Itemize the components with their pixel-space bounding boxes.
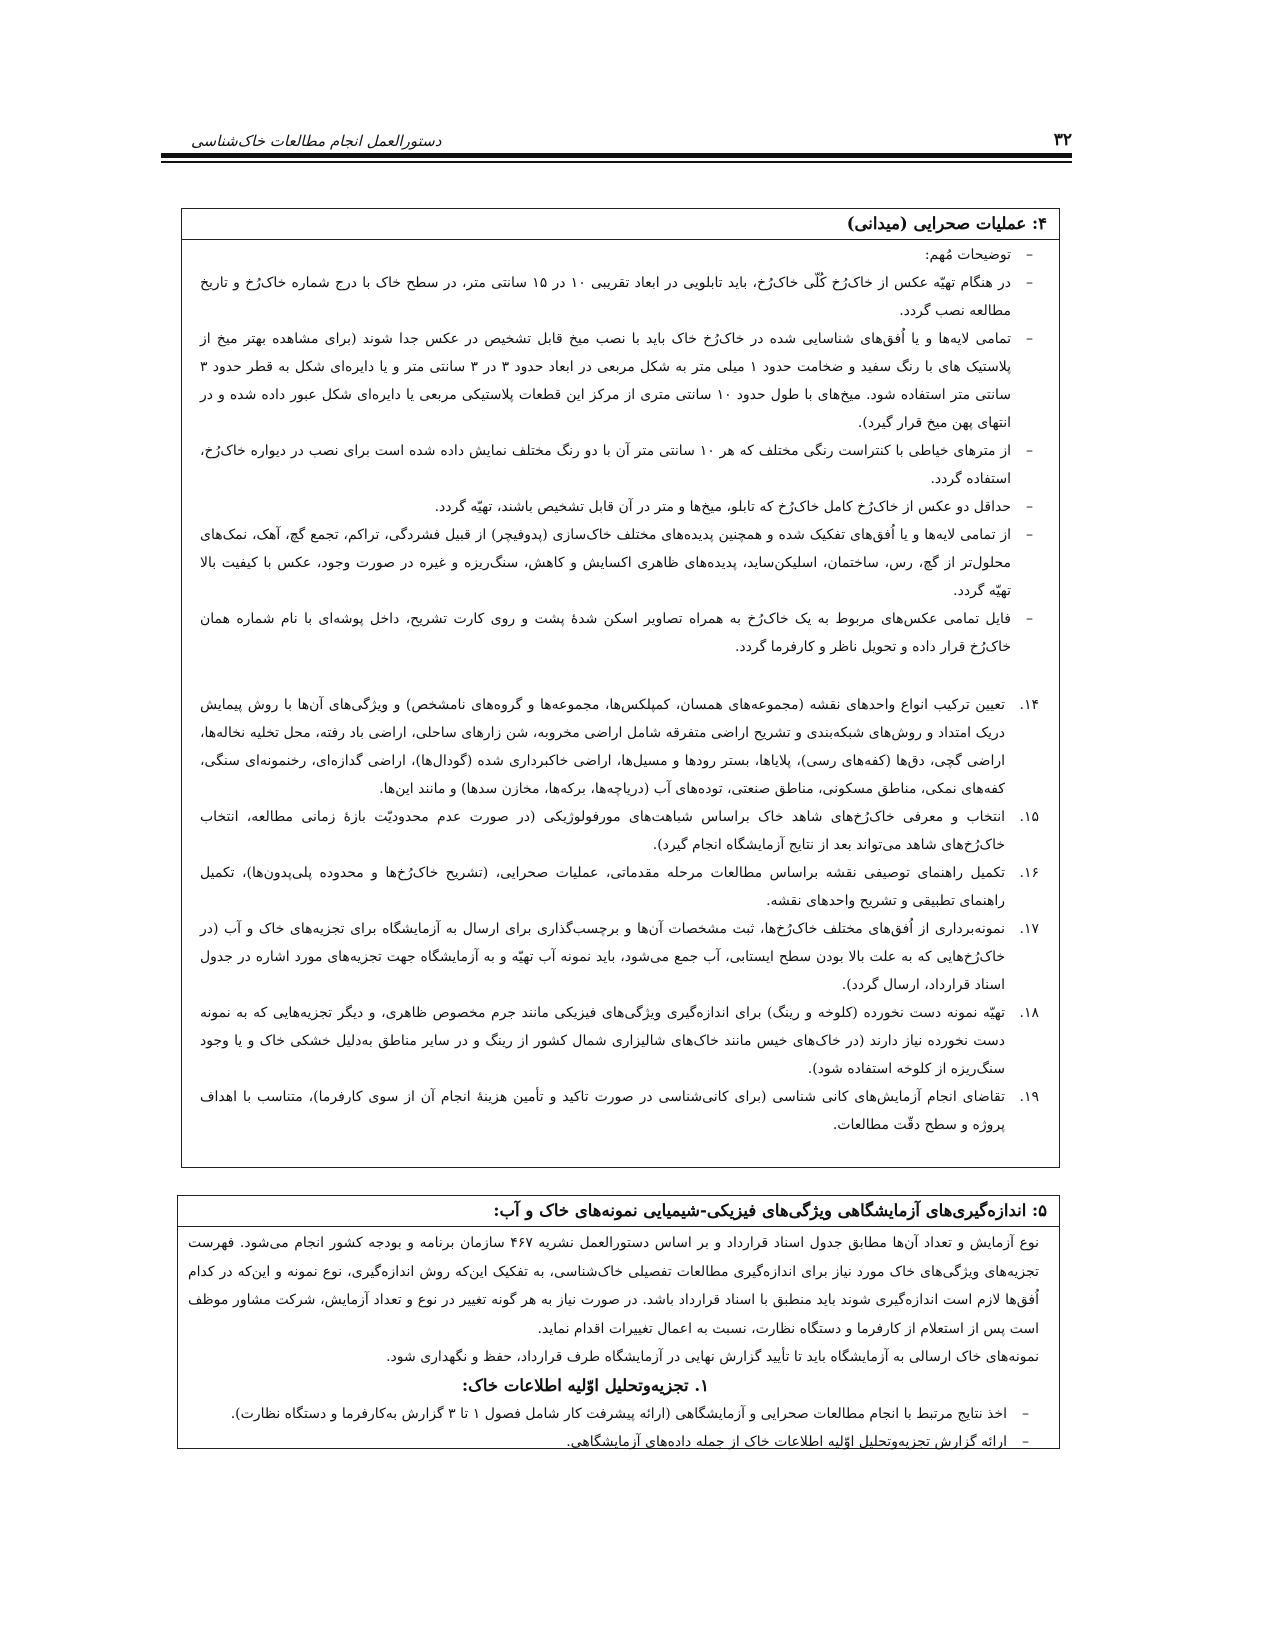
important-notes <box>182 241 1059 661</box>
note-item <box>200 269 1039 325</box>
dash-bullet: – <box>1026 331 1033 347</box>
step-text: تهیّه نمونه دست نخورده (کلوخه و رینگ) برای اندازه‌گیری ویژگی‌های فیزیکی مانند جرم مخصوص ظاهری، و دیگر تجزیه‌هایی که به نمونه دست نخورده نیاز دارند (در خاک‌های خیس مانند خاک‌های شالیزاری شمال کشور از رینگ و در سایر مناطق به‌دلیل خشکی خاک و یا وجود سنگ‌ریزه از کلوخه استفاده شود). <box>200 1005 1005 1077</box>
note-text: از تمامی لایه‌ها و یا اُفق‌های تفکیک شده و همچنین پدیده‌های مختلف خاک‌سازی (پدوفیچر) از قبیل فشردگی، تراکم، تجمع گچ، آهک، نمک‌های محلول‌تر از گچ، رس، ساختمان، اسلیکن‌ساید، پدیده‌های ظاهری اکسایش و کاهش، سنگ‌ریزه و غیره در صورت وجود، عکس با کیفیت بالا تهیّه گردد. <box>200 527 1011 599</box>
section-5-title: ۵: اندازه‌گیری‌های آزمایشگاهی ویژگی‌های فیزیکی-شیمیایی نمونه‌های خاک و آب: <box>178 1196 1059 1227</box>
bullet-text: اخذ نتایج مرتبط با انجام مطالعات صحرایی و آزمایشگاهی (ارائه پیشرفت کار شامل فصول ۱ تا ۳ گزارش به‌کارفرما و دستگاه نظارت). <box>230 1405 1007 1422</box>
step-text: تعیین ترکیب انواع واحدهای نقشه (مجموعه‌های همسان، کمپلکس‌ها، مجموعه‌ها و گروه‌های نامشخص) و ویژگی‌های آن‌ها با روش پیمایش دریک امتداد و روش‌های شبکه‌بندی و تشریح اراضی متفرقه شامل اراضی مخروبه، شن زارهای ساحلی، اراضی باد رفته، محل تخلیه نخاله‌ها، اراضی گچی، دق‌ها (کفه‌های رسی)، پلایاها، بستر رودها و مسیل‌ها، اراضی خاکبرداری شده (گودال‌ها)، اراضی گدازه‌ای، رخنمونه‌ای سنگی، کفه‌های نمکی، مناطق مسکونی، مناطق صنعتی، توده‌های آب (دریاچه‌ها، برکه‌ها، مخازن سدها) و مانند این‌ها. <box>200 697 1005 797</box>
page-number: ۳۲ <box>1053 130 1072 150</box>
step-item <box>200 1083 1047 1139</box>
note-text: حداقل دو عکس از خاک‌رُخ کامل خاک‌رُخ که تابلو، میخ‌ها و متر در آن قابل تشخیص باشند، تهیّه گردد. <box>434 499 1011 515</box>
note-text: از مترهای خیاطی با کنتراست رنگی مختلف که هر ۱۰ سانتی متر آن با دو رنگ مختلف نمایش داده شده است برای نصب در دیواره خاک‌رُخ، استفاده گردد. <box>200 443 1011 487</box>
running-title: دستورالعمل انجام مطالعات خاک‌شناسی <box>191 132 442 150</box>
notes-heading-row <box>200 241 1039 269</box>
subheading: ۱. تجزیه‌وتحلیل اوّلیه اطلاعات خاک: <box>462 1375 709 1395</box>
paragraph: نمونه‌های خاک ارسالی به آزمایشگاه باید تا تأیید گزارش نهایی در آزمایشگاه طرف قرارداد، حفظ و نگهداری شود. <box>386 1349 1039 1365</box>
step-number: ۱۹. <box>1019 1089 1039 1105</box>
note-item <box>200 437 1039 493</box>
section-5-box <box>177 1195 1060 1449</box>
step-number: ۱۸. <box>1019 1005 1039 1021</box>
header-rule-thin <box>161 161 1072 163</box>
note-item <box>200 325 1039 437</box>
section-5-content <box>178 1227 1059 1457</box>
dash-bullet: – <box>1022 1434 1029 1450</box>
dash-bullet: – <box>1022 1405 1029 1422</box>
step-item <box>200 691 1047 803</box>
step-item <box>200 859 1047 915</box>
header-rule-thick <box>161 153 1072 158</box>
step-number: ۱۷. <box>1019 921 1039 937</box>
numbered-steps <box>182 691 1059 1139</box>
step-text: انتخاب و معرفی خاک‌رُخ‌های شاهد خاک براساس شباهت‌های مورفولوژیکی (در صورت عدم محدودیّت بازهٔ زمانی مطالعه، انتخاب خاک‌رُخ‌های شاهد می‌تواند بعد از نتایج آزمایشگاه انجام گیرد). <box>200 809 1005 853</box>
dash-bullet: – <box>1026 275 1033 291</box>
note-item <box>200 605 1039 661</box>
step-item <box>200 915 1047 999</box>
dash-bullet: – <box>1026 611 1033 627</box>
step-item <box>200 803 1047 859</box>
note-text: تمامی لایه‌ها و یا اُفق‌های شناسایی شده در خاک‌رُخ خاک باید با نصب میخ قابل تشخیص در عکس جدا شوند (برای مشاهده بهتر میخ از پلاستیک های با رنگ سفید و ضخامت حدود ۱ میلی متر به شکل مربعی در ابعاد حدود ۳ در ۳ سانتی متر و یا دایره‌ای شکل به قطر حدود ۳ سانتی متر استفاده شود. میخ‌های با طول حدود ۱۰ سانتی متری از مرکز این قطعات پلاستیکی مربعی یا دایره‌ای شکل عبور داده شده و در انتهای پهن میخ قرار گیرد). <box>200 331 1011 431</box>
notes-heading: توضیحات مُهم: <box>924 247 1011 263</box>
step-number: ۱۴. <box>1019 697 1039 713</box>
step-number: ۱۵. <box>1019 809 1039 825</box>
step-number: ۱۶. <box>1019 865 1039 881</box>
section-4-title: ۴: عملیات صحرایی (میدانی) <box>182 209 1059 240</box>
section-4-box <box>181 208 1060 1168</box>
note-item <box>200 521 1039 605</box>
bullet-item <box>188 1400 1049 1429</box>
bullet-item <box>188 1428 1049 1457</box>
step-text: نمونه‌برداری از اُفق‌های مختلف خاک‌رُخ‌ها، ثبت مشخصات آن‌ها و برچسب‌گذاری برای ارسال به آزمایشگاه برای تجزیه‌های خاک و آب (در خاک‌رُخ‌هایی که به علت بالا بودن سطح ایستابی، آب جمع می‌شود، باید نمونه آب تهیّه و به آزمایشگاه جهت تجزیه‌های مورد اشاره در جدول اسناد قرارداد، ارسال گردد). <box>200 921 1005 993</box>
step-item <box>200 999 1047 1083</box>
note-text: فایل تمامی عکس‌های مربوط به یک خاک‌رُخ به همراه تصاویر اسکن شدهٔ پشت و روی کارت تشریح، داخل پوشه‌ای با نام شماره همان خاک‌رُخ قرار داده و تحویل ناظر و کارفرما گردد. <box>200 611 1011 655</box>
dash-bullet: – <box>1026 443 1033 459</box>
bullet-text: ارائه گزارش تجزیه‌وتحلیل اوّلیه اطلاعات خاک از جمله داده‌های آزمایشگاهی. <box>566 1434 1007 1450</box>
step-text: تکمیل راهنمای توصیفی نقشه براساس مطالعات مرحله مقدماتی، عملیات صحرایی، (تشریح خاک‌رُخ‌ها و محدوده پلی‌پدون‌ها)، تکمیل راهنمای تطبیقی و تشریح واحدهای نقشه. <box>200 865 1005 909</box>
step-text: تقاضای انجام آزمایش‌های کانی شناسی (برای کانی‌شناسی در صورت تاکید و تأمین هزینهٔ انجام آن از سوی کارفرما)، متناسب با اهداف پروژه و سطح دقّت مطالعات. <box>200 1089 1005 1133</box>
dash-bullet: – <box>1026 247 1033 263</box>
paragraph: نوع آزمایش و تعداد آن‌ها مطابق جدول اسناد قرارداد و بر اساس دستورالعمل نشریه ۴۶۷ سازمان برنامه و بودجه کشور انجام می‌شود. فهرست تجزیه‌های ویژگی‌های خاک مورد نیاز برای اندازه‌گیری مطالعات تفصیلی خاک‌شناسی، به تفکیک این‌که روش اندازه‌گیری، نوع نمونه و این‌که در کدام اُفق‌ها لازم است اندازه‌گیری شوند باید منطبق با اسناد قرارداد باشد. در صورت نیاز به هر گونه تغییر در نوع و تعداد آزمایش، شرکت مشاور موظف است پس از استعلام از کارفرما و دستگاه نظارت، نسبت به اعمال تغییرات اقدام نماید. <box>188 1235 1039 1337</box>
dash-bullet: – <box>1026 499 1033 515</box>
note-item <box>200 493 1039 521</box>
note-text: در هنگام تهیّه عکس از خاک‌رُخ کُلّی خاک‌رُخ، باید تابلویی در ابعاد تقریبی ۱۰ در ۱۵ سانتی متر، در سطح خاک با درج شماره خاک‌رُخ و تاریخ مطالعه نصب گردد. <box>200 275 1011 319</box>
dash-bullet: – <box>1026 527 1033 543</box>
